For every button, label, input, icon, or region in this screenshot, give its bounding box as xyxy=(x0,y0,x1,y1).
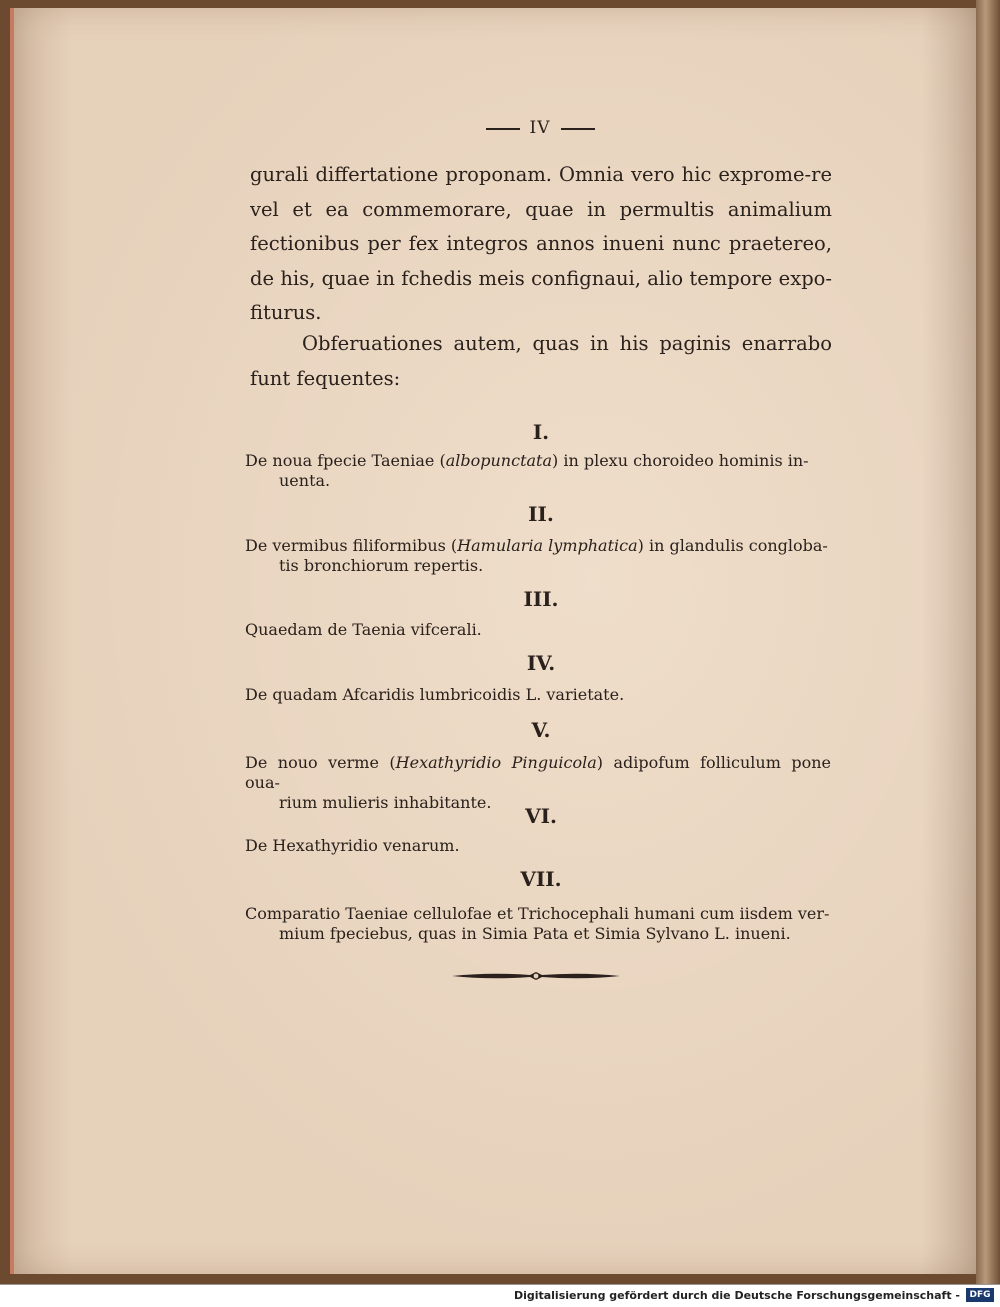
item-continuation: tis bronchiorum repertis. xyxy=(279,556,484,575)
list-item xyxy=(245,685,831,705)
item-italic: albopunctata xyxy=(445,451,552,470)
page-number xyxy=(460,118,620,138)
item-text: De noua fpecie Taeniae ( xyxy=(245,451,446,470)
item-text: De Hexathyridio venarum. xyxy=(245,836,460,855)
list-item xyxy=(245,451,831,491)
list-item xyxy=(245,536,831,576)
list-item xyxy=(245,620,831,640)
paragraph-2: Obferuationes autem, quas in his paginis enarrabo funt fequentes: xyxy=(250,332,832,390)
item-continuation: rium mulieris inhabitante. xyxy=(279,793,492,812)
item-text-post: ) in plexu choroideo hominis in- xyxy=(552,451,809,470)
numeral-5: V. xyxy=(531,718,551,742)
page-number-text: IV xyxy=(529,118,551,138)
item-text: Comparatio Taeniae cellulofae et Trichocephali humani cum iisdem ver- xyxy=(245,904,830,923)
list-item xyxy=(245,904,831,944)
numeral-3: III. xyxy=(523,587,559,611)
item-text-post: ) in glandulis congloba- xyxy=(637,536,828,555)
footer-bar xyxy=(0,1284,1000,1307)
paragraph-1: gurali differtatione proponam. Omnia vero hic exprome-re vel et ea commemorare, quae in permultis animalium fectionibus per fex integros annos inueni nunc praetereo, de his, quae in fchedis meis confignaui, alio tempore expo-fiturus. xyxy=(250,163,832,324)
item-text: De nouo verme ( xyxy=(245,753,396,772)
item-italic: Hexathyridio Pinguicola xyxy=(395,753,597,772)
numeral-2: II. xyxy=(528,502,554,526)
item-text-post: ) adipofum folliculum pone oua- xyxy=(245,753,831,792)
dfg-logo-icon: DFG xyxy=(966,1288,994,1302)
rule-right xyxy=(561,128,595,130)
numeral-1: I. xyxy=(532,420,550,444)
item-continuation: mium fpeciebus, quas in Simia Pata et Simia Sylvano L. inueni. xyxy=(279,924,791,943)
numeral-4: IV. xyxy=(526,651,556,675)
list-item xyxy=(245,836,831,856)
numeral-7: VII. xyxy=(520,867,562,891)
item-continuation: uenta. xyxy=(279,471,331,490)
ornament-rule-icon xyxy=(450,966,622,986)
page-edge xyxy=(976,0,1000,1284)
numeral-6: VI. xyxy=(525,804,557,828)
rule-left xyxy=(486,128,520,130)
item-text: Quaedam de Taenia vifcerali. xyxy=(245,620,482,639)
item-text: De vermibus filiformibus ( xyxy=(245,536,458,555)
item-italic: Hamularia lymphatica xyxy=(457,536,638,555)
item-text: De quadam Afcaridis lumbricoidis L. varietate. xyxy=(245,685,625,704)
footer-credit: Digitalisierung gefördert durch die Deutsche Forschungsgemeinschaft - xyxy=(513,1289,960,1302)
